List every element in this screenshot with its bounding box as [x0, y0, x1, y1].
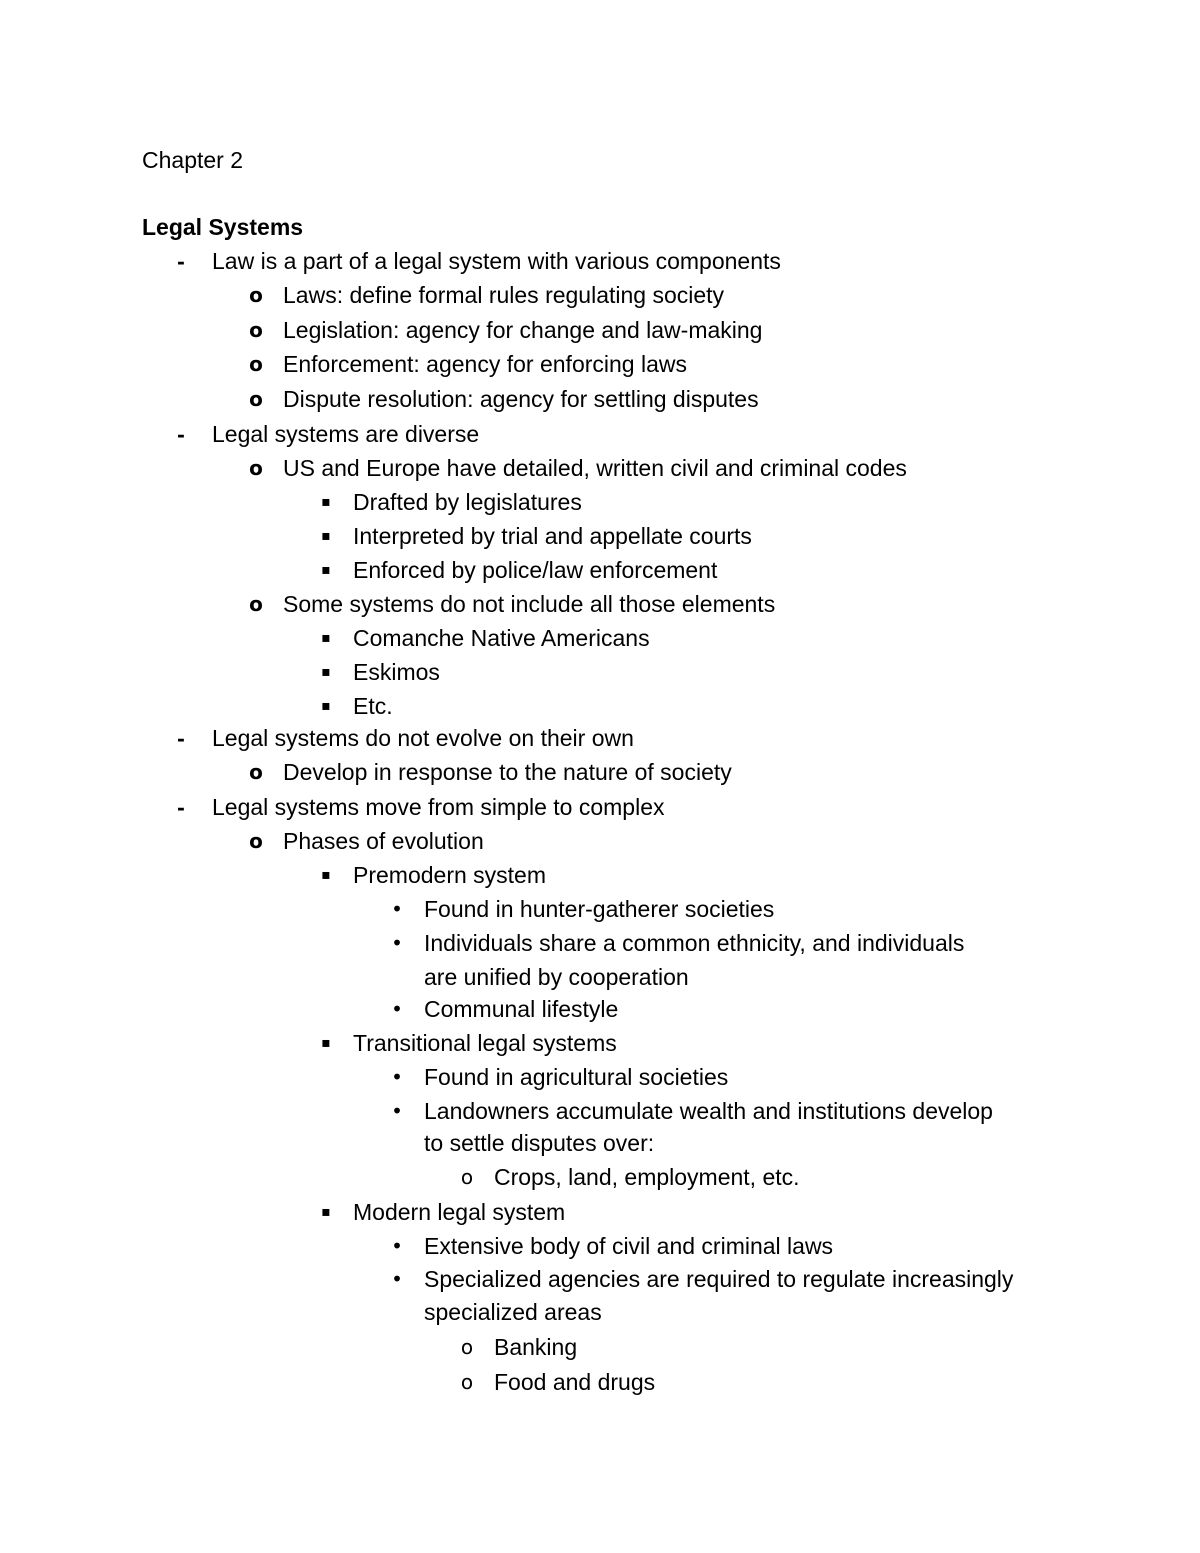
dot-bullet-icon: • — [391, 1234, 403, 1258]
list-item: Premodern system — [353, 862, 547, 888]
circle-bullet-icon: o — [249, 352, 263, 376]
list-item: Enforced by police/law enforcement — [353, 557, 718, 583]
list-item: Crops, land, employment, etc. — [494, 1164, 800, 1190]
dot-bullet-icon: • — [391, 897, 403, 921]
list-item: Legal systems are diverse — [212, 421, 480, 447]
dash-bullet-icon: - — [177, 421, 185, 447]
square-bullet-icon: ▪ — [321, 528, 331, 544]
section-heading: Legal Systems — [142, 214, 304, 240]
list-item: US and Europe have detailed, written civil and criminal codes — [283, 455, 907, 481]
list-item-continuation: specialized areas — [424, 1299, 602, 1325]
dash-bullet-icon: - — [177, 248, 185, 274]
dot-bullet-icon: • — [391, 997, 403, 1021]
square-bullet-icon: ▪ — [321, 867, 331, 883]
dot-bullet-icon: • — [391, 931, 403, 955]
square-bullet-icon: ▪ — [321, 562, 331, 578]
list-item: Legal systems do not evolve on their own — [212, 725, 634, 751]
circle-bullet-icon: o — [249, 592, 263, 616]
circle-bullet-icon: o — [460, 1335, 474, 1359]
list-item: Comanche Native Americans — [353, 625, 650, 651]
list-item: Eskimos — [353, 659, 440, 685]
dot-bullet-icon: • — [391, 1267, 403, 1291]
dash-bullet-icon: - — [177, 725, 185, 751]
list-item: Specialized agencies are required to regulate increasingly — [424, 1266, 1014, 1292]
list-item: Enforcement: agency for enforcing laws — [283, 351, 687, 377]
circle-bullet-icon: o — [460, 1370, 474, 1394]
circle-bullet-icon: o — [249, 456, 263, 480]
list-item: Interpreted by trial and appellate courts — [353, 523, 752, 549]
circle-bullet-icon: o — [249, 387, 263, 411]
circle-bullet-icon: o — [249, 760, 263, 784]
list-item: Develop in response to the nature of society — [283, 759, 732, 785]
list-item: Communal lifestyle — [424, 996, 619, 1022]
list-item: Legislation: agency for change and law-making — [283, 317, 763, 343]
dot-bullet-icon: • — [391, 1099, 403, 1123]
circle-bullet-icon: o — [460, 1165, 474, 1189]
square-bullet-icon: ▪ — [321, 494, 331, 510]
dash-bullet-icon: - — [177, 794, 185, 820]
list-item: Laws: define formal rules regulating society — [283, 282, 725, 308]
list-item: Landowners accumulate wealth and institutions develop — [424, 1098, 993, 1124]
document-title: Chapter 2 — [142, 147, 244, 173]
list-item-continuation: are unified by cooperation — [424, 964, 689, 990]
list-item: Transitional legal systems — [353, 1030, 617, 1056]
square-bullet-icon: ▪ — [321, 1204, 331, 1220]
list-item: Banking — [494, 1334, 578, 1360]
list-item: Etc. — [353, 693, 393, 719]
list-item: Some systems do not include all those elements — [283, 591, 776, 617]
dot-bullet-icon: • — [391, 1065, 403, 1089]
circle-bullet-icon: o — [249, 283, 263, 307]
list-item: Dispute resolution: agency for settling disputes — [283, 386, 759, 412]
list-item-continuation: to settle disputes over: — [424, 1130, 655, 1156]
square-bullet-icon: ▪ — [321, 664, 331, 680]
list-item: Phases of evolution — [283, 828, 484, 854]
square-bullet-icon: ▪ — [321, 1035, 331, 1051]
list-item: Extensive body of civil and criminal laws — [424, 1233, 834, 1259]
list-item: Food and drugs — [494, 1369, 656, 1395]
list-item: Modern legal system — [353, 1199, 566, 1225]
list-item: Drafted by legislatures — [353, 489, 582, 515]
circle-bullet-icon: o — [249, 318, 263, 342]
list-item: Found in hunter-gatherer societies — [424, 896, 775, 922]
list-item: Legal systems move from simple to complex — [212, 794, 665, 820]
square-bullet-icon: ▪ — [321, 698, 331, 714]
list-item: Found in agricultural societies — [424, 1064, 729, 1090]
list-item: Individuals share a common ethnicity, and individuals — [424, 930, 965, 956]
square-bullet-icon: ▪ — [321, 630, 331, 646]
circle-bullet-icon: o — [249, 829, 263, 853]
list-item: Law is a part of a legal system with various components — [212, 248, 781, 274]
